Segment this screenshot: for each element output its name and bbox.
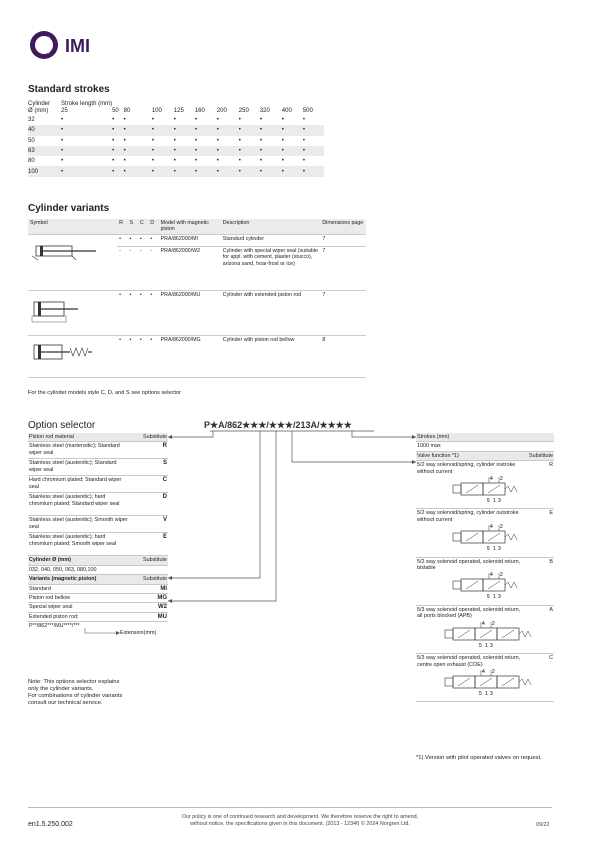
dimensions-header: Dimensions page bbox=[320, 219, 366, 234]
variant-description: Cylinder with special wiper seal (suitable for appl. with cement, plaster (stucco), arizona sand, hoar-frost or ice) bbox=[221, 246, 321, 290]
material-code: E bbox=[162, 534, 167, 541]
stroke-available-mark: • bbox=[173, 158, 176, 165]
mark: - bbox=[138, 246, 148, 290]
stroke-available-mark: • bbox=[173, 148, 176, 155]
variant-option-code: MU bbox=[157, 613, 167, 620]
svg-text:1: 1 bbox=[493, 546, 496, 553]
svg-text:4: 4 bbox=[482, 668, 485, 675]
valve-symbol-icon bbox=[439, 523, 549, 553]
svg-text:5: 5 bbox=[487, 546, 490, 553]
order-code: P★A/862★★★/★★★/213A/★★★★ bbox=[204, 420, 352, 430]
valve-symbol-icon bbox=[439, 475, 549, 505]
variant-option-label: Extended piston rod; bbox=[29, 613, 79, 620]
material-code: C bbox=[162, 477, 167, 484]
model-code: PRA/862000/MI bbox=[159, 234, 221, 246]
stroke-available-mark: • bbox=[238, 117, 241, 124]
svg-text:1: 1 bbox=[485, 690, 488, 697]
note-line: consult our technical service. bbox=[28, 700, 103, 706]
stroke-available-mark: • bbox=[216, 137, 219, 144]
stroke-length-label: 125 bbox=[173, 108, 184, 114]
stroke-available-mark: • bbox=[302, 168, 305, 175]
mark: • bbox=[138, 290, 148, 335]
valve-option-label: 5/2 way solenoid/spring, cylinder outstroke without current bbox=[417, 510, 519, 523]
svg-text:2: 2 bbox=[500, 572, 503, 579]
svg-text:3: 3 bbox=[498, 546, 501, 553]
valve-option-label: 5/2 way solenoid/spring, cylinder instroke without current bbox=[417, 462, 516, 475]
material-row bbox=[28, 459, 168, 476]
mark: • bbox=[138, 336, 148, 378]
stroke-available-mark: • bbox=[281, 158, 284, 165]
cylinder-bore-values: 032, 040, 050, 063, 080,100 bbox=[29, 566, 97, 573]
stroke-available-mark: • bbox=[238, 158, 241, 165]
stroke-available-mark: • bbox=[112, 168, 115, 175]
stroke-available-mark: • bbox=[151, 158, 154, 165]
valve-option-label: 5/3 way solenoid operated, solenoid return, all ports blocked (APB) bbox=[417, 606, 521, 620]
dimensions-page: 8 bbox=[320, 336, 366, 378]
stroke-available-mark: • bbox=[216, 117, 219, 124]
selector-title: Option selector bbox=[28, 420, 96, 431]
material-label: Stainless steel (austenitic); Smooth wiper seal bbox=[29, 517, 128, 530]
stroke-available-mark: • bbox=[61, 158, 64, 165]
valve-option-code: B bbox=[549, 558, 553, 565]
svg-text:5: 5 bbox=[487, 594, 490, 601]
stroke-available-mark: • bbox=[61, 137, 64, 144]
note-line: For combinations of cylinder variants bbox=[28, 693, 123, 699]
stroke-available-mark: • bbox=[281, 137, 284, 144]
svg-text:2: 2 bbox=[492, 620, 495, 627]
mark: • bbox=[138, 234, 148, 246]
stroke-available-mark: • bbox=[194, 158, 197, 165]
mark: • bbox=[148, 234, 158, 246]
material-row bbox=[28, 516, 168, 533]
substitute-header: Substitute bbox=[143, 557, 167, 564]
stroke-length-label: 500 bbox=[302, 108, 313, 114]
mark: - bbox=[117, 246, 127, 290]
stroke-available-mark: • bbox=[123, 148, 126, 155]
bore-value: 40 bbox=[28, 127, 35, 134]
stroke-available-mark: • bbox=[151, 137, 154, 144]
stroke-length-label: 25 bbox=[61, 108, 68, 114]
r-header: R bbox=[117, 219, 127, 234]
stroke-available-mark: • bbox=[61, 117, 64, 124]
stroke-available-mark: • bbox=[61, 127, 64, 134]
valve-option bbox=[416, 509, 554, 557]
stroke-available-mark: • bbox=[302, 127, 305, 134]
mark: • bbox=[117, 234, 127, 246]
stroke-available-mark: • bbox=[61, 148, 64, 155]
substitute-header: Substitute bbox=[529, 452, 553, 459]
stroke-available-mark: • bbox=[112, 148, 115, 155]
stroke-available-mark: • bbox=[281, 127, 284, 134]
stroke-available-mark: • bbox=[194, 148, 197, 155]
valve-option-label: 5/2 way solenoid operated, solenoid return, bistable bbox=[417, 558, 521, 572]
svg-text:2: 2 bbox=[500, 524, 503, 531]
footer-line: without notice, the specifications given in this document. (2013 - 1234f) © 2024 Norgren Ltd. bbox=[190, 821, 410, 827]
valve-option bbox=[416, 654, 554, 702]
footer-divider bbox=[28, 807, 552, 808]
stroke-length-header: Stroke length (mm) bbox=[61, 101, 113, 107]
stroke-available-mark: • bbox=[112, 137, 115, 144]
substitute-header: Substitute bbox=[143, 434, 167, 440]
stroke-available-mark: • bbox=[216, 158, 219, 165]
extension-code: P**/862***/MU****/*** bbox=[29, 623, 80, 630]
stroke-available-mark: • bbox=[151, 117, 154, 124]
svg-text:4: 4 bbox=[490, 476, 493, 483]
svg-text:3: 3 bbox=[498, 498, 501, 505]
stroke-available-mark: • bbox=[173, 117, 176, 124]
strokes-option-header bbox=[416, 433, 554, 442]
footer-code: en1.5.250.002 bbox=[28, 821, 73, 828]
d-header: D bbox=[148, 219, 158, 234]
model-header: Model with magnetic piston bbox=[159, 219, 221, 234]
model-code: PRA/862000/MU bbox=[159, 290, 221, 335]
svg-text:3: 3 bbox=[490, 642, 493, 649]
variant-option-row bbox=[28, 613, 168, 622]
variant-description: Standard cylinder bbox=[221, 234, 321, 246]
substitute-header: Substitute bbox=[143, 576, 167, 583]
mark: • bbox=[148, 336, 158, 378]
material-row bbox=[28, 442, 168, 459]
material-row bbox=[28, 493, 168, 516]
variant-option-label: Piston rod bellow bbox=[29, 595, 71, 602]
stroke-length-label: 320 bbox=[259, 108, 270, 114]
variant-option-row bbox=[28, 585, 168, 594]
valve-option-code: A bbox=[549, 606, 553, 613]
cylinder-values-row bbox=[28, 566, 168, 575]
footer-date: 09/22 bbox=[536, 822, 550, 828]
material-options bbox=[28, 433, 168, 638]
variant-option-row bbox=[28, 603, 168, 612]
svg-text:5: 5 bbox=[479, 642, 482, 649]
stroke-available-mark: • bbox=[302, 117, 305, 124]
stroke-available-mark: • bbox=[216, 148, 219, 155]
stroke-length-label: 160 bbox=[194, 108, 205, 114]
stroke-available-mark: • bbox=[302, 148, 305, 155]
strokes-title: Standard strokes bbox=[28, 84, 110, 95]
svg-text:4: 4 bbox=[490, 572, 493, 579]
stroke-available-mark: • bbox=[238, 137, 241, 144]
stroke-available-mark: • bbox=[123, 158, 126, 165]
mark: • bbox=[117, 290, 127, 335]
bore-header: Ø (mm) bbox=[28, 108, 49, 114]
material-code: V bbox=[162, 517, 167, 524]
valve-symbol-icon bbox=[439, 620, 549, 650]
footer-line: Our policy is one of continued research and development. We therefore reserve the right to amend, bbox=[181, 814, 419, 820]
footer-policy bbox=[140, 814, 460, 828]
variants-options-header: Variants (magnetic piston) bbox=[29, 576, 97, 583]
symbol-header: Symbol bbox=[28, 219, 117, 234]
svg-text:IMI: IMI bbox=[65, 36, 90, 56]
variant-description: Cylinder with extended piston rod bbox=[221, 290, 321, 335]
stroke-available-mark: • bbox=[194, 117, 197, 124]
stroke-length-label: 50 bbox=[112, 108, 119, 114]
mark: - bbox=[128, 246, 138, 290]
svg-text:5: 5 bbox=[487, 498, 490, 505]
strokes-option-label: Strokes (mm) bbox=[417, 434, 450, 440]
stroke-available-mark: • bbox=[112, 117, 115, 124]
stroke-available-mark: • bbox=[281, 168, 284, 175]
cylinder-header-row bbox=[28, 556, 168, 565]
variant-option-label: Standard bbox=[29, 585, 51, 592]
variant-option-label: Special wiper seal bbox=[29, 604, 73, 611]
bore-value: 80 bbox=[28, 158, 35, 165]
strokes-option-value: 1000 max bbox=[417, 443, 441, 450]
valve-option bbox=[416, 558, 554, 606]
stroke-available-mark: • bbox=[281, 148, 284, 155]
stroke-available-mark: • bbox=[216, 168, 219, 175]
stroke-available-mark: • bbox=[173, 137, 176, 144]
stroke-available-mark: • bbox=[151, 168, 154, 175]
stroke-available-mark: • bbox=[112, 158, 115, 165]
svg-text:4: 4 bbox=[482, 620, 485, 627]
stroke-available-mark: • bbox=[61, 168, 64, 175]
valve-option-label: 5/3 way solenoid operated, solenoid return, centre open exhaust (COE) bbox=[417, 655, 521, 668]
stroke-available-mark: • bbox=[173, 168, 176, 175]
stroke-available-mark: • bbox=[194, 168, 197, 175]
dimensions-page: 7 bbox=[320, 234, 366, 246]
stroke-length-label: 100 bbox=[151, 108, 162, 114]
stroke-available-mark: • bbox=[281, 117, 284, 124]
stroke-available-mark: • bbox=[259, 148, 262, 155]
material-label: Stainless steel (austenitic); hard chromium plated; Smooth wiper seal bbox=[29, 534, 117, 547]
stroke-available-mark: • bbox=[123, 117, 126, 124]
svg-text:5: 5 bbox=[479, 690, 482, 697]
variant-option-code: MG bbox=[157, 595, 167, 602]
svg-text:1: 1 bbox=[493, 498, 496, 505]
description-header: Description bbox=[221, 219, 321, 234]
material-header: Piston rod material bbox=[29, 434, 74, 440]
variants-header-row bbox=[28, 575, 168, 584]
bore-value: 100 bbox=[28, 168, 39, 175]
valve-option-code: R bbox=[549, 462, 553, 469]
valve-function-header: Valve function *1) bbox=[417, 452, 459, 459]
bore-value: 32 bbox=[28, 117, 35, 124]
dimensions-page: 7 bbox=[320, 246, 366, 290]
stroke-available-mark: • bbox=[238, 168, 241, 175]
variant-option-code: MI bbox=[160, 585, 167, 592]
stroke-available-mark: • bbox=[123, 168, 126, 175]
mark: • bbox=[117, 336, 127, 378]
material-code: D bbox=[162, 494, 167, 501]
valve-option bbox=[416, 461, 554, 509]
valve-symbol-icon bbox=[439, 571, 549, 601]
bore-value: 63 bbox=[28, 148, 35, 155]
stroke-available-mark: • bbox=[151, 148, 154, 155]
cylinder-header: Cylinder bbox=[28, 101, 51, 107]
mark: • bbox=[148, 290, 158, 335]
stroke-length-label: 250 bbox=[238, 108, 249, 114]
material-row bbox=[28, 533, 168, 556]
material-label: Stainless steel (austenitic); Standard wiper seal bbox=[29, 460, 117, 473]
selector-note bbox=[28, 679, 122, 707]
extension-row bbox=[28, 622, 168, 638]
stroke-available-mark: • bbox=[238, 148, 241, 155]
stroke-available-mark: • bbox=[173, 127, 176, 134]
stroke-available-mark: • bbox=[259, 158, 262, 165]
valve-footnote: *1) Version with pilot operated valves on request. bbox=[416, 755, 542, 761]
strokes-option-row bbox=[416, 442, 554, 451]
valve-header-row bbox=[416, 452, 554, 461]
stroke-available-mark: • bbox=[238, 127, 241, 134]
stroke-available-mark: • bbox=[123, 137, 126, 144]
cylinder-bore-header: Cylinder Ø (mm) bbox=[29, 557, 71, 564]
material-label: Stainless steel (austenitic); hard chromium plated; Standard wiper seal bbox=[29, 494, 120, 507]
stroke-available-mark: • bbox=[112, 127, 115, 134]
stroke-length-label: 200 bbox=[216, 108, 227, 114]
stroke-available-mark: • bbox=[259, 168, 262, 175]
valve-option-code: C bbox=[549, 655, 553, 662]
c-header: C bbox=[138, 219, 148, 234]
stroke-available-mark: • bbox=[216, 127, 219, 134]
svg-text:1: 1 bbox=[493, 594, 496, 601]
stroke-available-mark: • bbox=[194, 127, 197, 134]
stroke-available-mark: • bbox=[302, 137, 305, 144]
note-line: Note: This options selector explains bbox=[28, 679, 120, 685]
svg-text:3: 3 bbox=[490, 690, 493, 697]
note-line: only the cylinder variants. bbox=[28, 686, 94, 692]
stroke-available-mark: • bbox=[259, 117, 262, 124]
material-code: R bbox=[162, 443, 167, 450]
mark: • bbox=[128, 234, 138, 246]
material-code: S bbox=[162, 460, 167, 467]
material-header-row bbox=[28, 433, 168, 442]
variant-description: Cylinder with piston rod bellow bbox=[221, 336, 321, 378]
variants-note: For the cylinder models style C, D, and S see options selector bbox=[28, 390, 181, 396]
mark: • bbox=[128, 290, 138, 335]
material-label: Stainless steel (martensitic); Standard wiper seal bbox=[29, 443, 120, 456]
valve-option bbox=[416, 606, 554, 654]
stroke-available-mark: • bbox=[259, 127, 262, 134]
material-row bbox=[28, 476, 168, 493]
svg-text:2: 2 bbox=[492, 668, 495, 675]
stroke-length-label: 400 bbox=[281, 108, 292, 114]
stroke-length-label: 80 bbox=[123, 108, 131, 114]
material-label: Hard chromium plated; Standard wiper seal bbox=[29, 477, 122, 490]
variants-title: Cylinder variants bbox=[28, 203, 110, 214]
stroke-available-mark: • bbox=[151, 127, 154, 134]
model-code: PRA/862000/W2 bbox=[159, 246, 221, 290]
valve-option-code: E bbox=[549, 510, 553, 517]
stroke-available-mark: • bbox=[302, 158, 305, 165]
svg-text:1: 1 bbox=[485, 642, 488, 649]
mark: - bbox=[148, 246, 158, 290]
extension-label: Extension(mm) bbox=[120, 630, 157, 637]
stroke-available-mark: • bbox=[194, 137, 197, 144]
model-code: PRA/862000/MG bbox=[159, 336, 221, 378]
valve-options bbox=[416, 433, 554, 702]
svg-text:2: 2 bbox=[500, 476, 503, 483]
s-header: S bbox=[128, 219, 138, 234]
svg-text:3: 3 bbox=[498, 594, 501, 601]
variant-option-row bbox=[28, 594, 168, 603]
valve-symbol-icon bbox=[439, 668, 549, 698]
dimensions-page: 7 bbox=[320, 290, 366, 335]
variant-option-code: W2 bbox=[158, 604, 167, 611]
stroke-available-mark: • bbox=[123, 127, 126, 134]
bore-value: 50 bbox=[28, 137, 35, 144]
svg-text:4: 4 bbox=[490, 524, 493, 531]
stroke-available-mark: • bbox=[259, 137, 262, 144]
mark: • bbox=[128, 336, 138, 378]
